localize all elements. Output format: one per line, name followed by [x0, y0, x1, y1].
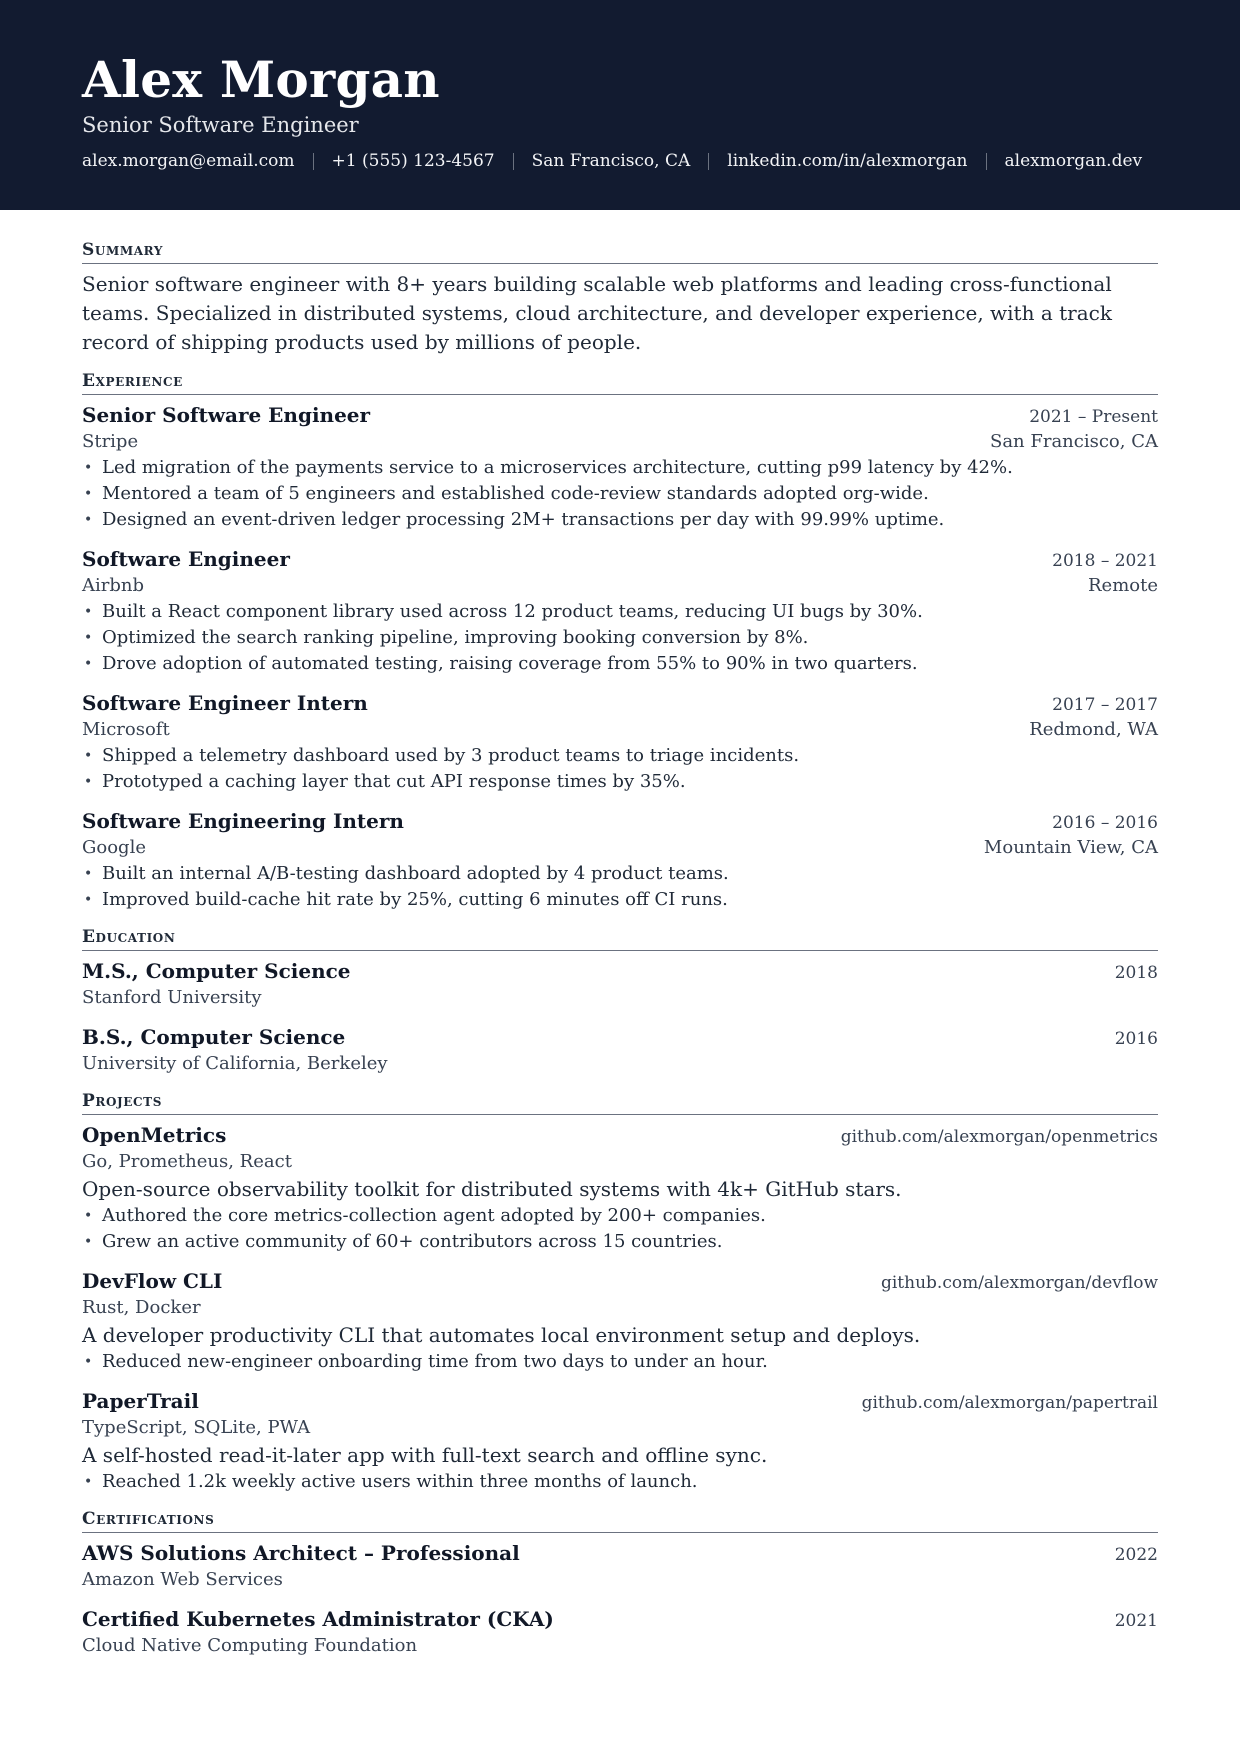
graduation-year: 2018: [1114, 963, 1158, 983]
achievement-list: [82, 455, 1158, 533]
experience-section: [82, 371, 1158, 913]
contact-website[interactable]: alexmorgan.dev: [1004, 151, 1143, 171]
job-title: Software Engineer Intern: [82, 691, 368, 715]
certification-name: AWS Solutions Architect – Professional: [82, 1541, 520, 1565]
section-title: Education: [82, 927, 1158, 951]
candidate-headline: Senior Software Engineer: [82, 113, 359, 137]
job-location: Remote: [1088, 575, 1158, 596]
job-dates: 2016 – 2016: [1052, 813, 1158, 833]
achievement-item: • Prototyped a caching layer that cut API response times by 35%.: [82, 769, 1158, 795]
project-description: A self-hosted read-it-later app with full-text search and offline sync.: [82, 1443, 768, 1467]
contact-phone[interactable]: +1 (555) 123-4567: [331, 151, 495, 171]
job-dates: 2017 – 2017: [1052, 695, 1158, 715]
achievement-list: [82, 861, 1158, 913]
achievement-list: [82, 1349, 1158, 1375]
company-name: Stripe: [82, 431, 139, 452]
projects-section: [82, 1091, 1158, 1495]
school-name: Stanford University: [82, 987, 262, 1008]
section-title: Experience: [82, 371, 1158, 395]
resume-header: [0, 0, 1240, 210]
achievement-item: • Built a React component library used across 12 product teams, reducing UI bugs by 30%.: [82, 599, 1158, 625]
summary-text: Senior software engineer with 8+ years building scalable web platforms and leading cross-functional teams. Specialized in distributed systems, cloud architecture, and developer experience, with a track record of shipping products used by millions of people.: [82, 272, 1112, 354]
achievement-item: • Optimized the search ranking pipeline, improving booking conversion by 8%.: [82, 625, 1158, 651]
job-location: Redmond, WA: [1029, 719, 1158, 740]
graduation-year: 2016: [1114, 1029, 1158, 1049]
job-title: Software Engineer: [82, 547, 290, 571]
company-name: Airbnb: [82, 575, 144, 596]
job-location: San Francisco, CA: [989, 431, 1158, 452]
certification-year: 2021: [1114, 1611, 1158, 1631]
project-stack: TypeScript, SQLite, PWA: [82, 1417, 311, 1438]
project-entry: [82, 1387, 1158, 1495]
achievement-item: • Drove adoption of automated testing, raising coverage from 55% to 90% in two quarters.: [82, 651, 1158, 677]
certification-entry: [82, 1539, 1158, 1593]
contact-email[interactable]: alex.morgan@email.com: [82, 151, 295, 171]
certification-entry: [82, 1605, 1158, 1659]
certification-issuer: Amazon Web Services: [82, 1569, 283, 1590]
achievement-item: • Improved build-cache hit rate by 25%, cutting 6 minutes off CI runs.: [82, 887, 1158, 913]
certification-name: Certified Kubernetes Administrator (CKA): [82, 1607, 554, 1631]
achievement-item: • Reduced new-engineer onboarding time from two days to under an hour.: [82, 1349, 1158, 1375]
contact-bar: [82, 151, 1158, 171]
experience-entry: [82, 545, 1158, 677]
achievement-list: [82, 599, 1158, 677]
achievement-item: • Reached 1.2k weekly active users within three months of launch.: [82, 1469, 1158, 1495]
company-name: Microsoft: [82, 719, 170, 740]
contact-divider: [708, 153, 709, 170]
project-link[interactable]: github.com/alexmorgan/openmetrics: [840, 1127, 1158, 1147]
project-description: A developer productivity CLI that automates local environment setup and deploys.: [82, 1323, 921, 1347]
contact-location: San Francisco, CA: [531, 151, 691, 171]
contact-divider: [313, 153, 314, 170]
achievement-item: • Led migration of the payments service to a microservices architecture, cutting p99 latency by 42%.: [82, 455, 1158, 481]
section-title: Projects: [82, 1091, 1158, 1115]
experience-entry: [82, 689, 1158, 795]
job-title: Software Engineering Intern: [82, 809, 404, 833]
project-link[interactable]: github.com/alexmorgan/devflow: [880, 1273, 1158, 1293]
achievement-item: • Grew an active community of 60+ contributors across 15 countries.: [82, 1229, 1158, 1255]
project-name: DevFlow CLI: [82, 1269, 223, 1293]
project-entry: [82, 1121, 1158, 1255]
achievement-item: • Shipped a telemetry dashboard used by 3 product teams to triage incidents.: [82, 743, 1158, 769]
education-entry: [82, 1023, 1158, 1077]
candidate-name: Alex Morgan: [82, 50, 440, 109]
project-entry: [82, 1267, 1158, 1375]
degree-name: M.S., Computer Science: [82, 959, 351, 983]
section-title: Certifications: [82, 1509, 1158, 1533]
certification-issuer: Cloud Native Computing Foundation: [82, 1635, 418, 1656]
project-name: OpenMetrics: [82, 1123, 227, 1147]
experience-entry: [82, 401, 1158, 533]
summary-section: [82, 240, 1158, 357]
section-title: Summary: [82, 240, 1158, 264]
degree-name: B.S., Computer Science: [82, 1025, 346, 1049]
achievement-item: • Authored the core metrics-collection agent adopted by 200+ companies.: [82, 1203, 1158, 1229]
project-stack: Rust, Docker: [82, 1297, 201, 1318]
certifications-section: [82, 1509, 1158, 1659]
achievement-item: • Built an internal A/B-testing dashboard adopted by 4 product teams.: [82, 861, 1158, 887]
project-description: Open-source observability toolkit for distributed systems with 4k+ GitHub stars.: [82, 1177, 902, 1201]
resume-body: [0, 210, 1240, 1659]
job-location: Mountain View, CA: [983, 837, 1158, 858]
experience-entry: [82, 807, 1158, 913]
job-dates: 2018 – 2021: [1052, 551, 1158, 571]
school-name: University of California, Berkeley: [82, 1053, 388, 1074]
job-dates: 2021 – Present: [1029, 407, 1158, 427]
contact-divider: [986, 153, 987, 170]
certification-year: 2022: [1114, 1545, 1158, 1565]
achievement-list: [82, 1469, 1158, 1495]
achievement-item: • Mentored a team of 5 engineers and established code-review standards adopted org-wide.: [82, 481, 1158, 507]
contact-linkedin[interactable]: linkedin.com/in/alexmorgan: [727, 151, 968, 171]
achievement-item: • Designed an event-driven ledger processing 2M+ transactions per day with 99.99% uptime.: [82, 507, 1158, 533]
job-title: Senior Software Engineer: [82, 403, 371, 427]
education-entry: [82, 957, 1158, 1011]
project-link[interactable]: github.com/alexmorgan/papertrail: [861, 1393, 1158, 1413]
contact-divider: [513, 153, 514, 170]
achievement-list: [82, 1203, 1158, 1255]
project-name: PaperTrail: [82, 1389, 199, 1413]
company-name: Google: [82, 837, 146, 858]
project-stack: Go, Prometheus, React: [82, 1151, 292, 1172]
education-section: [82, 927, 1158, 1077]
achievement-list: [82, 743, 1158, 795]
